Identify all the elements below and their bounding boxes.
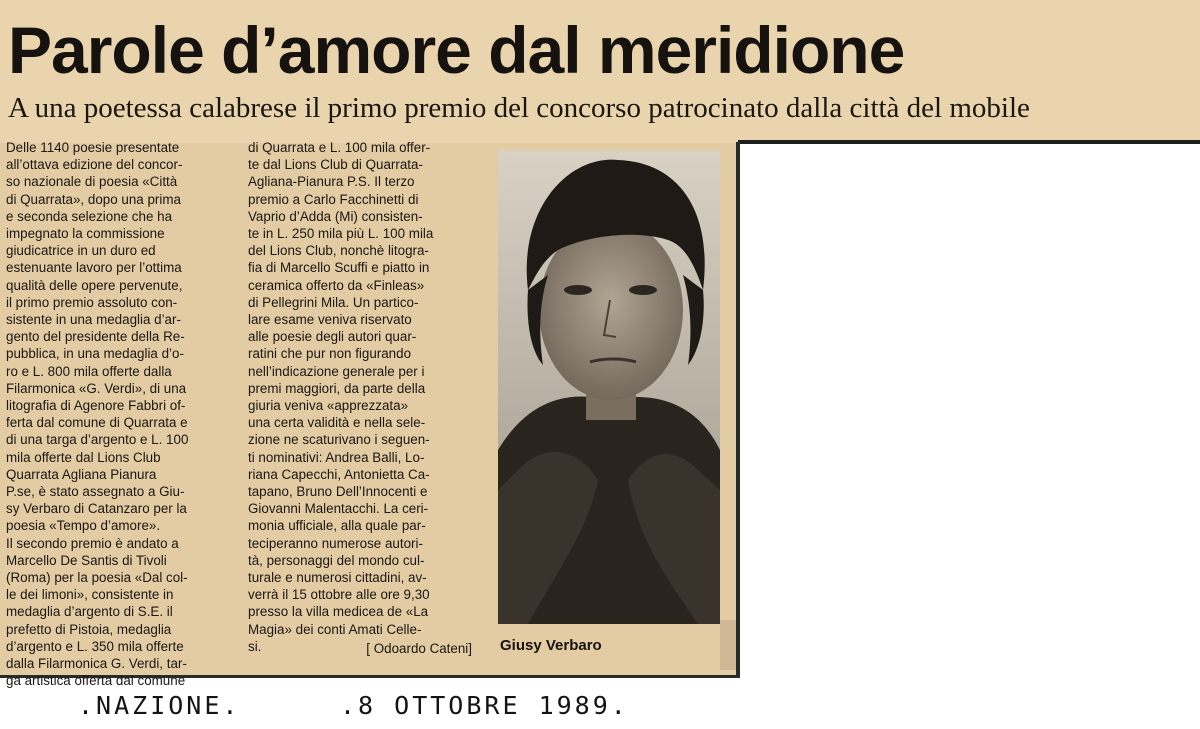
portrait-photo-drawing — [498, 150, 720, 624]
article-column-2: di Quarrata e L. 100 mila offer- te dal Lions Club di Quarrata- Agliana-Pianura P.S. Il terzo premio a Carlo Facchinetti di Vaprio d’Adda (Mi) consisten- te in L. 250 mila più L. 100 mila del Lions Club, nonchè litogra- fia di Marcello Scuffi e piatto in ceramica offerto da «Finleas» di Pellegrini Mila. Un partico- lare esame veniva riservato alle poesie degli autori quar- ratini che pur non figurando nell’indicazione generale per i premi maggiori, da parte della giuria veniva «apprezzata» una certa validità e nella sele- zione ne scaturivano i seguen- ti nominativi: Andrea Balli, Lo- riana Capecchi, Antonietta Ca- tapano, Bruno Dell’Innocenti e Giovanni Malentacchi. La ceri- monia ufficiale, alla quale par- teciperanno numerose autori- tà, personaggi del mondo cul- turale e numerosi cittadini, av- verrà il 15 ottobre alle ore 9,30 presso la villa medicea de «La Magia» dei conti Amati Celle- si. — [248, 140, 434, 654]
handwritten-newspaper-name: .NAZIONE. — [78, 691, 241, 720]
clipping-shadow-edge — [738, 140, 1200, 144]
photo-caption: Giusy Verbaro — [500, 637, 602, 654]
clipping-shadow-edge-vertical — [736, 142, 740, 678]
clipping-margin-fragment — [720, 620, 736, 670]
article-headline: Parole d’amore dal meridione — [8, 13, 905, 87]
article-column-1: Delle 1140 poesie presentate all’ottava edizione del concor- so nazionale di poesia «Città di Quarrata», dopo una prima e seconda selezione che ha impegnato la commissione giudicatrice in un duro ed estenuante lavoro per l’ottima qualità delle opere pervenute, il primo premio assoluto con- sistente in una medaglia d’ar- gento del presidente della Re- pubblica, in una medaglia d’o- ro e L. 800 mila offerte dalla Filarmonica «G. Verdi», di una litografia di Agenore Fabbri of- ferta dal comune di Quarrata e di una targa d’argento e L. 100 mila offerte dal Lions Club Quarrata Agliana Pianura P.se, è stato assegnato a Giu- sy Verbaro di Catanzaro per la poesia «Tempo d’amore». Il secondo premio è andato a Marcello De Santis di Tivoli (Roma) per la poesia «Dal col- le dei limoni», consistente in medaglia d’argento di S.E. il prefetto di Pistoia, medaglia d’argento e L. 350 mila offerte dalla Filarmonica G. Verdi, tar- ga artistica offerta dal comune — [6, 140, 189, 689]
article-subheadline: A una poetessa calabrese il primo premio del concorso patrocinato dalla città del mobile — [8, 92, 1030, 124]
portrait-photo — [498, 150, 720, 624]
article-byline: [ Odoardo Cateni] — [366, 641, 472, 656]
handwritten-date: .8 OTTOBRE 1989. — [340, 691, 629, 720]
